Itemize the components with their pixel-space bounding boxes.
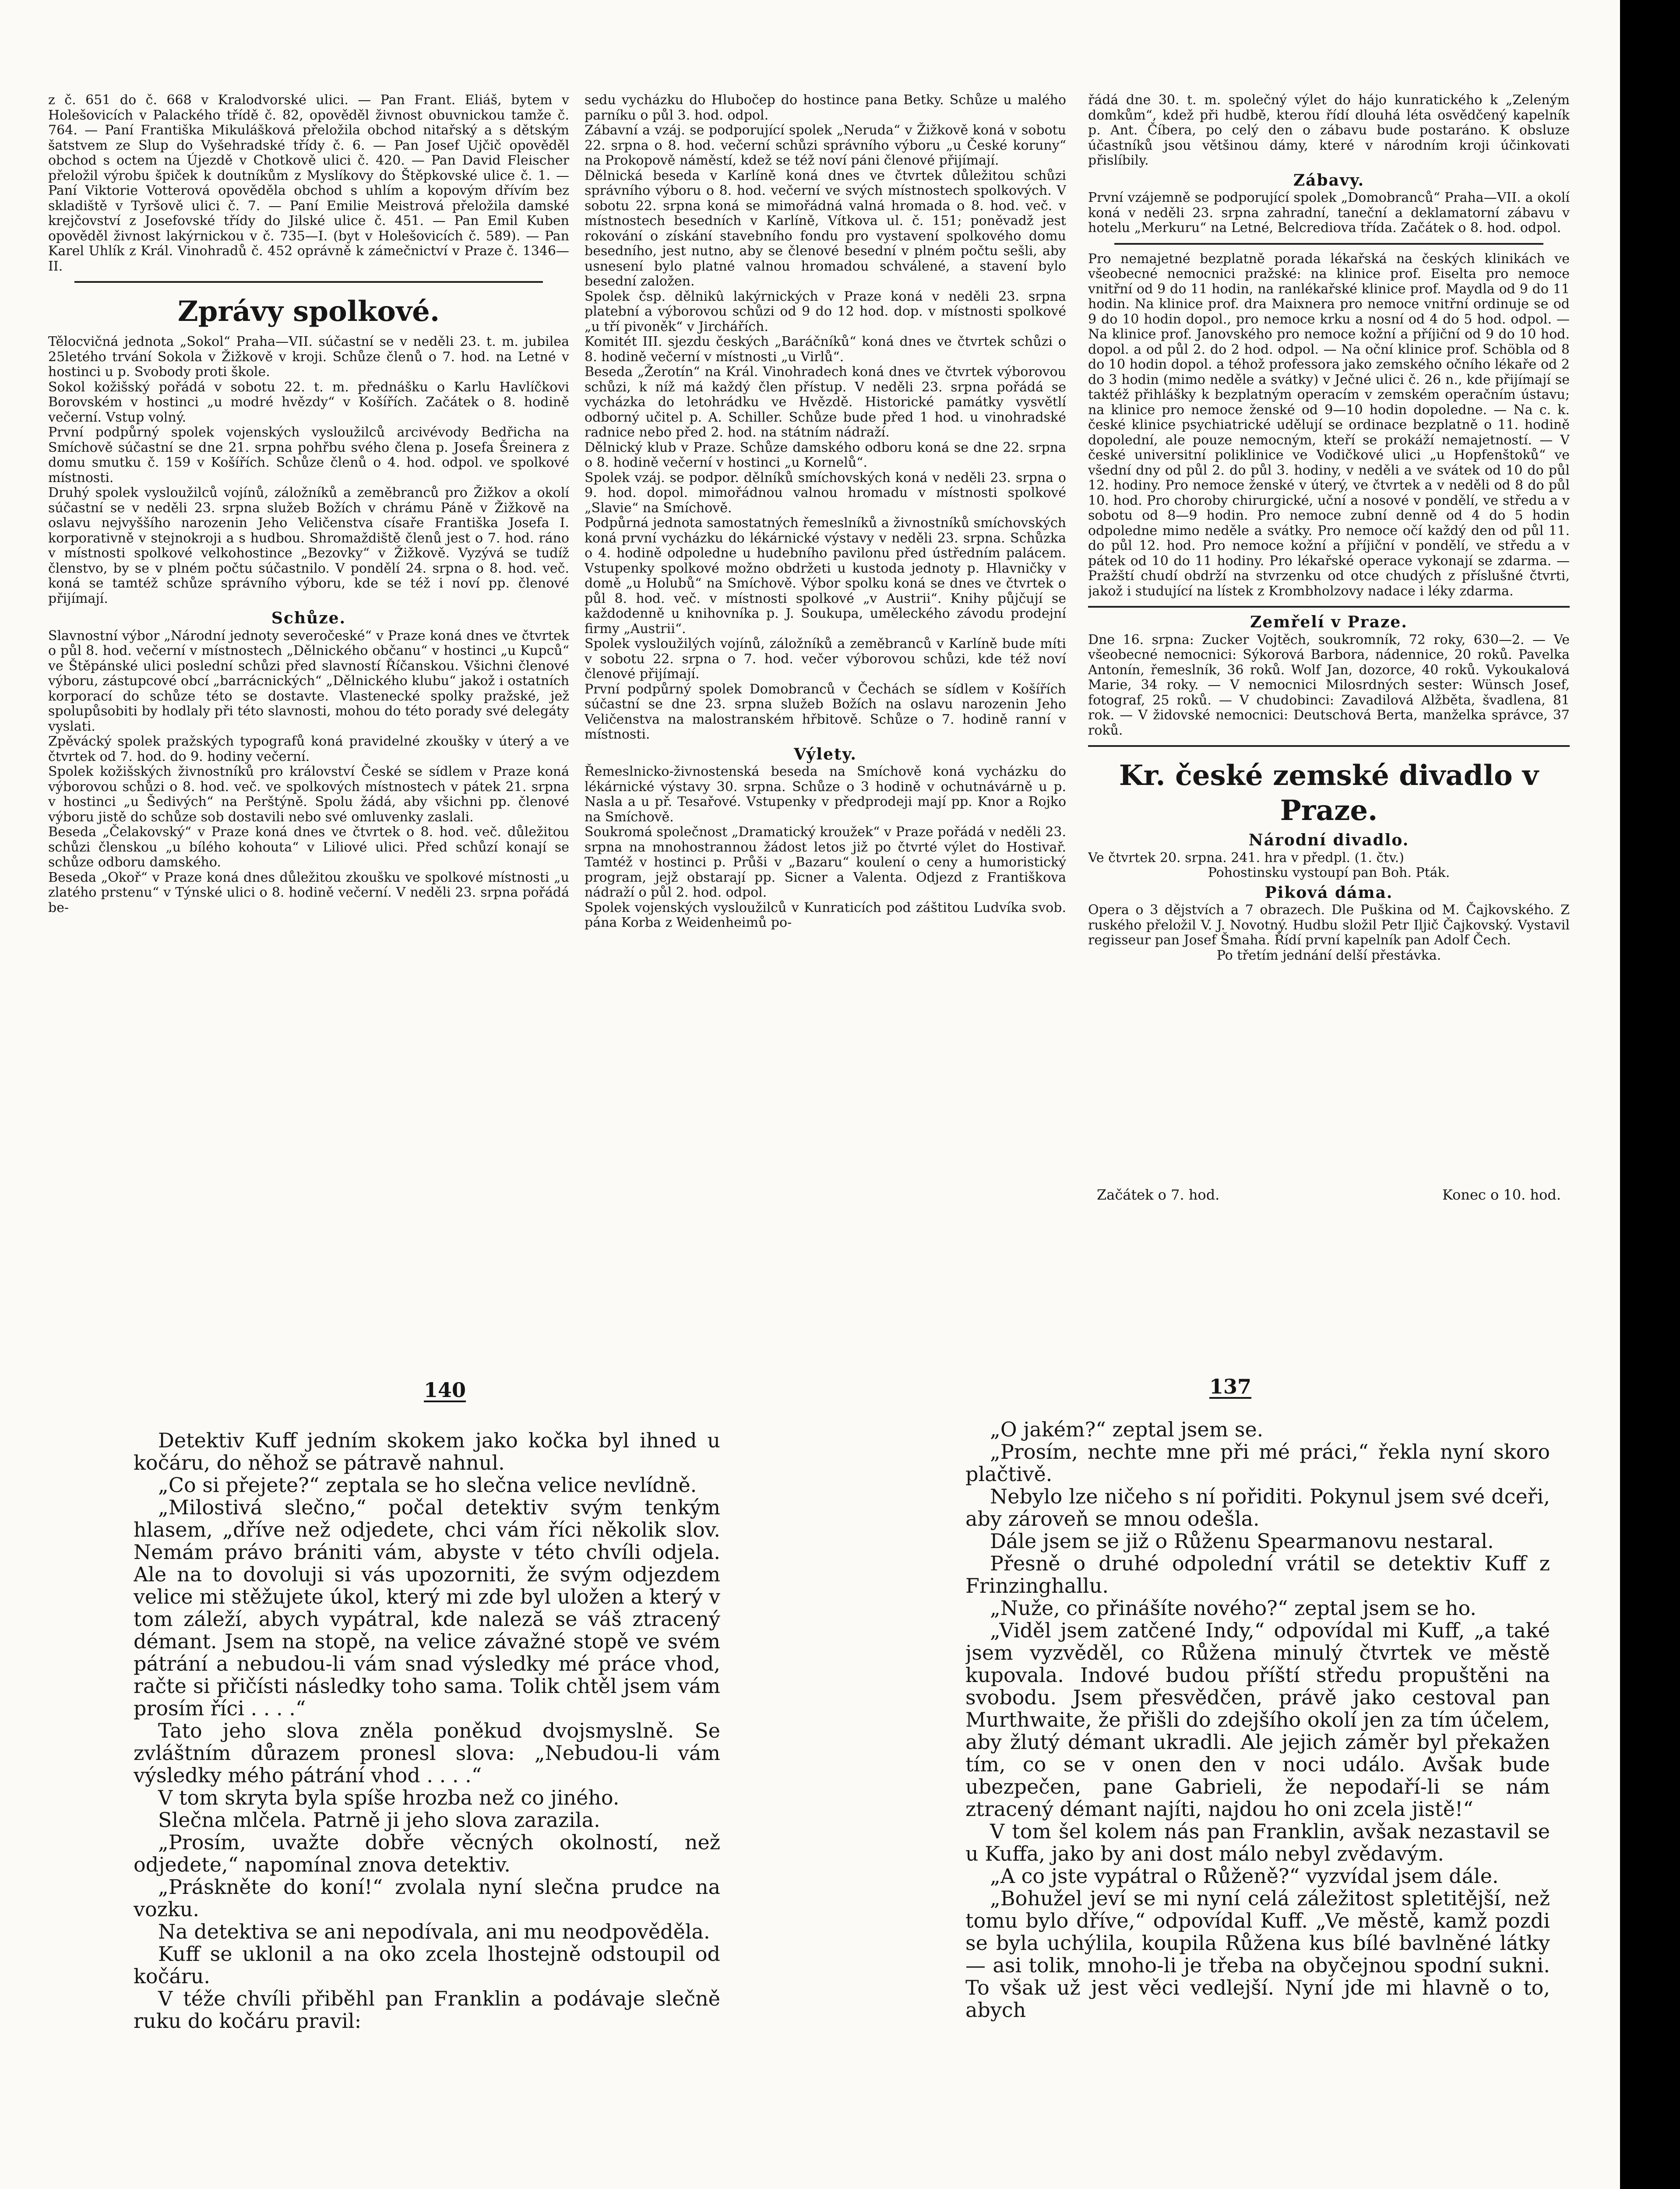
notice-paragraph: Dělnická beseda v Karlíně koná dnes ve čtvrtek důležitou schůzi správního výboru o 8. hod. večerní ve svých místnostech spolkových. V sobotu 22. srpna koná se mimořádná valná hromada o 8. hod. več. v místnostech besedních v Karlíně, Vítkova ul. č. 151; poněvadž jest rokování o získání stavebního fondu pro vystavení spolkového domu besedního, jest nutno, aby se členové besední v plném počtu sešli, aby usnesení bylo platné valnou hromadou schválené, a stavení bylo besední založen. [585, 168, 1066, 289]
story-paragraph: Dále jsem se již o Růženu Spearmanovu nestaral. [990, 1529, 1494, 1553]
notice-paragraph: První podpůrný spolek vojenských vysloužilců arcivévody Bedřicha na Smíchově súčastní se dne 21. srpna pohřbu svého člena p. Josefa Šreinera z domu smutku č. 159 v Košířích. Schůze členů o 4. hod. odpol. ve spolkové místnosti. [48, 425, 569, 486]
newspaper-column-2 [585, 93, 1066, 1220]
newspaper-column-3 [1088, 93, 1570, 1174]
theatre-start: Začátek o 7. hod. [1097, 1186, 1220, 1203]
story-paragraph: „Prosím, uvažte dobře věcných okolností, než odjedete,“ napomínal znova detektiv. [134, 1830, 720, 1876]
page-number-right: 137 [1209, 1375, 1252, 1398]
story-paragraph: „Milostivá slečno,“ počal detektiv svým tenkým hlasem, „dříve než odjedete, chci vám říci několik slov. Nemám právo brániti vám, abyste v této chvíli odjela. Ale na to dovoluji si vás upozorniti, že svým odjezdem velice mi stěžujete úkol, který mi zde byl uložen a který v tom záleží, abych vypátral, kde naleză se váš ztracený démant. Jsem na stopě, na velice závažné stopě ve svém pátrání a nebudou-li vám snad výsledky mé práce vhod, račte si přičísti následky toho sama. Tolik chtěl jsem vám prosím říci . . . .“ [134, 1496, 720, 1720]
notice-paragraph: Beseda „Okoř“ v Praze koná dnes důležitou zkoušku ve spolkové místnosti „u zlatého prstenu“ v Týnské ulici o 8. hodině večerní. V neděli 23. srpna pořádá be- [48, 869, 569, 915]
story-paragraph: „O jakém?“ zeptal jsem se. [990, 1418, 1264, 1441]
story-paragraph: Slečna mlčela. Patrně ji jeho slova zarazila. [158, 1808, 600, 1832]
scan-dark-edge [1620, 0, 1680, 2189]
notice-paragraph: Slavnostní výbor „Národní jednoty severočeské“ v Praze koná dnes ve čtvrtek o půl 8. hod. večerní v místnostech „Dělnického občanu“ v hostinci „u Kupců“ ve Štěpánské ulici poslední schůzi před slavností Říčanskou. Všichni členové výboru, zástupcové obcí „barrácnických“ „Dělnického klubu“ jakož i ostatních korporací do schůze této se dostavte. Vlastenecké spolky pražské, jež spolupůsobiti by hodlaly při této slavnosti, mohou do této porady své delegáty vyslati. [48, 628, 569, 734]
page-number-left: 140 [424, 1378, 466, 1402]
column-divider [74, 281, 543, 283]
story-paragraph: Na detektiva se ani nepodívala, ani mu neodpověděla. [158, 1920, 710, 1943]
notice-paragraph: Spolek čsp. dělnikû lakýrnických v Praze koná v neděli 23. srpna platební a výborovou schůzi od 9 do 12 hod. dop. v místnosti spolkové „u tří pivoněk“ v Jirchářích. [585, 289, 1066, 334]
story-paragraph: „A co jste vypátral o Růženě?“ vyzvídal jsem dále. [990, 1864, 1499, 1888]
section-heading: Národní divadlo. [1248, 831, 1409, 849]
notice-paragraph: Dělnický klub v Praze. Schůze damského odboru koná se dne 22. srpna o 8. hodině večerní v hostinci „u Kornelů“. [585, 440, 1066, 470]
centered-note: Pohostinsku vystoupí pan Boh. Pták. [1208, 865, 1450, 880]
story-page-right [965, 1418, 1550, 2189]
section-heading: Zábavy. [1293, 171, 1365, 190]
theatre-end: Konec o 10. hod. [1442, 1186, 1561, 1203]
notice-paragraph: První vzájemně se podporující spolek „Domobranců“ Praha—VII. a okolí koná v neděli 23. srpna zahradní, taneční a deklamatorní zábavu v hotelu „Merkuru“ na Letné, Belcrediova třída. Začátek o 8. hod. odpol. [1088, 190, 1570, 236]
section-heading: Piková dáma. [1264, 883, 1393, 902]
story-paragraph: „Prosím, nechte mne při mé práci,“ řekla nyní skoro plačtivě. [965, 1440, 1550, 1486]
story-page-left [134, 1429, 720, 2189]
notice-paragraph: Spolek vojenských vysloužilců v Kunraticích pod záštitou Ludvíka svob. pána Korba z Weidenheimů po- [585, 900, 1066, 930]
newspaper-column-1 [48, 93, 569, 1220]
notice-paragraph: sedu vycházku do Hlubočep do hostince pana Betky. Schůze u malého parníku o půl 3. hod. odpol. [585, 93, 1066, 123]
section-heading: Výlety. [794, 745, 857, 764]
story-paragraph: Přesně o druhé odpolední vrátil se detektiv Kuff z Frinzinghallu. [965, 1552, 1550, 1598]
column-divider [1088, 606, 1570, 608]
story-paragraph: „Bohužel jeví se mi nyní celá záležitost spletitější, než tomu bylo dříve,“ odpovídal Kuff. „Ve městě, kamž pozdi se byla uchýlila, koupila Růžena kus bílé bavlněné látky — asi tolik, mnoho-li je třeba na obyčejnou spodní sukni. To však už jest věci vedlejší. Nyní jde mi hlavně o to, abych [965, 1886, 1550, 2022]
notice-paragraph: Ve čtvrtek 20. srpna. 241. hra v předpl. (1. čtv.) [1088, 850, 1404, 866]
story-paragraph: V tom šel kolem nás pan Franklin, avšak nezastavil se u Kuffa, jako by ani dost málo nebyl zvědavým. [965, 1819, 1550, 1865]
notice-paragraph: z č. 651 do č. 668 v Kralodvorské ulici. — Pan Frant. Eliáš, bytem v Holešovicích v Palackého třídě č. 82, opověděl živnost obuvnickou tamže č. 764. — Paní Františka Mikulášková přeložila obchod nitařský a s dětským šatstvem ze Slup do Vyšehradské třídy č. 6. — Pan Josef Ujčič opověděl obchod s octem na Újezdě v Chotkově ulici č. 420. — Pan David Fleischer přeložil výrobu špiček k doutníkům z Myslíkovy do Štěpkovské ulice č. 1. — Paní Viktorie Votterová opověděla obchod s uhlím a kopovým dřívím bez skladiště v Tyršově ulici č. 7. — Paní Emilie Meistrová přeložila damské krejčovství z Josefovské třídy do Jilské ulice č. 451. — Pan Emil Kuben opověděl živnost lakýrnickou v č. 735—I. (byt v Holešovicích č. 589). — Pan Karel Uhlík z Král. Vinohradů č. 452 oprávně k zámečnictví v Praze č. 1346—II. [48, 93, 569, 274]
notice-paragraph: První podpůrný spolek Domobranců v Čechách se sídlem v Košířích súčastní se dne 23. srpna služeb Božích na oslavu narozenin Jeho Veličenstva na malostranském hřbitově. Schůze o 7. hodině ranní v místnosti. [585, 681, 1066, 742]
notice-paragraph: řádá dne 30. t. m. společný výlet do hájo kunratického k „Zeleným domkům“, kdež při hudbě, kterou řídí dlouhá léta osvědčený kapelník p. Ant. Číbera, po celý den o zábavu bude postaráno. K obsluze účastníků jsou většinou dámy, které v národním kroji účinkovati přislíbily. [1088, 93, 1570, 168]
notice-paragraph: Soukromá společnost „Dramatický kroužek“ v Praze pořádá v neděli 23. srpna na mnohostrannou žádost letos již po čtvrté výlet do Hostivař. Tamtéž v hostinci p. Průši v „Bazaru“ koulení o ceny a humoristický program, jejž obstarají pp. Sicner a Valenta. Odjezd z Františkova nádraží o půl 2. hod. odpol. [585, 824, 1066, 900]
story-paragraph: Tato jeho slova zněla poněkud dvojsmyslně. Se zvláštním důrazem pronesl slova: „Nebudou-li vám výsledky mého pátrání vhod . . . .“ [134, 1719, 720, 1787]
notice-paragraph: Podpůrná jednota samostatných řemeslníků a živnostníků smíchovských koná první vycházku do lékárnické výstavy v neděli 23. srpna. Schůzka o 4. hodině odpoledne u hudebního pavilonu před ústředním palácem. Vstupenky spolkové možno obdržeti u kustoda jednoty p. Hlavničky v domě „u Holubů“ na Smíchově. Výbor spolku koná se dnes ve čtvrtek o půl 8. hod. več. v místnosti spolkové „v Austrii“. Knihy půjčují se každodenně u knihovníka p. J. Soukupa, uměleckého závodu prodejní firmy „Austrii“. [585, 515, 1066, 637]
story-paragraph: Nebylo lze ničeho s ní pořiditi. Pokynul jsem své dceři, aby zároveň se mnou odešla. [965, 1485, 1550, 1531]
notice-paragraph: Dne 16. srpna: Zucker Vojtěch, soukromník, 72 roky, 630—2. — Ve všeobecné nemocnici: Sýkorová Barbora, nádennice, 20 roků. Pavelka Antonín, řemeslník, 36 roků. Wolf Jan, dozorce, 40 roků. Vykoukalová Marie, 34 roky. — V nemocnici Milosrdných sester: Wünsch Josef, fotograf, 25 roků. — V chudobinci: Zavadilová Alžběta, švadlena, 81 rok. — V židovské nemocnici: Deutschová Berta, manželka správce, 37 roků. [1088, 632, 1570, 738]
notice-paragraph: Opera o 3 dějstvích a 7 obrazech. Dle Puškina od M. Čajkovského. Z ruského přeložil V. J. Novotný. Hudbu složil Petr Iljič Čajkovský. Vystavil regisseur pan Josef Šmaha. Řídí první kapelník pan Adolf Čech. [1088, 902, 1570, 948]
column-divider [1088, 745, 1570, 747]
notice-paragraph: Beseda „Žerotín“ na Král. Vinohradech koná dnes ve čtvrtek výborovou schůzi, k níž má každý člen přístup. V neděli 23. srpna pořádá se vycházka do letohrádku ve Hvězdě. Historické památky vysvětlí odborný učitel p. A. Schiller. Schůze bude před 1 hod. u vinohradské radnice nebo před 2. hod. na státním nádraží. [585, 364, 1066, 440]
section-heading: Schůze. [271, 609, 346, 627]
notice-paragraph: Zpěvácký spolek pražských typografů koná pravidelné zkoušky v úterý a ve čtvrtek od 7. hod. do 9. hodiny večerní. [48, 734, 569, 764]
story-paragraph: Kuff se uklonil a na oko zcela lhostejně odstoupil od kočáru. [134, 1942, 720, 1988]
column-divider [1114, 243, 1543, 245]
story-paragraph: „Viděl jsem zatčené Indy,“ odpovídal mi Kuff, „a také jsem vyzvěděl, co Růžena minulý čtvrtek ve městě kupovala. Indové budou příští středu propuštěni na svobodu. Jsem přesvědčen, právě jako cestoval pan Murthwaite, že přišli do zdejšího okolí jen za tím účelem, aby žlutý démant ukradli. Ale jejich záměr byl překažen tím, co se v onen den v noci událo. Avšak bude ubezpečen, pane Gabrieli, že nepodaří-li se nám ztracený démant najíti, najdou ho oni zcela jistě!“ [965, 1619, 1550, 1821]
notice-paragraph: Spolek vzáj. se podpor. dělníků smíchovských koná v neděli 23. srpna o 9. hod. dopol. mimořádnou valnou hromadu v místnosti spolkové „Slavie“ na Smíchově. [585, 470, 1066, 516]
story-paragraph: „Co si přejete?“ zeptala se ho slečna velice nevlídně. [158, 1473, 697, 1497]
theatre-heading: Kr. české zemské divadlo v Praze. [1119, 759, 1539, 827]
section-title: Zprávy spolkové. [177, 295, 440, 328]
notice-paragraph: Řemeslnicko-živnostenská beseda na Smíchově koná vycházku do lékárnické výstavy 30. srpna. Schůze o 3 hodině v ochutnávárně u p. Nasla a u př. Tesařové. Vstupenky v předprodeji mají pp. Knor a Rojko na Smíchově. [585, 764, 1066, 825]
notice-paragraph: Komitét III. sjezdu českých „Baráčníků“ koná dnes ve čtvrtek schůzi o 8. hodině večerní v místnosti „u Virlů“. [585, 334, 1066, 365]
notice-paragraph: Beseda „Čelakovský“ v Praze koná dnes ve čtvrtek o 8. hod. več. důležitou schůzi členskou „u bílého kohouta“ v Liliové ulici. Před schůzí konají se schůze odboru damského. [48, 824, 569, 870]
story-paragraph: „Nuže, co přinášíte nového?“ zeptal jsem se ho. [990, 1596, 1477, 1620]
notice-paragraph: Spolek vysloužilých vojínů, záložníků a zeměbranců v Karlíně bude míti v sobotu 22. srpna o 7. hod. večer výborovou schůzi, kde též noví členové přijímají. [585, 636, 1066, 682]
notice-paragraph: Tělocvičná jednota „Sokol“ Praha—VII. súčastní se v neděli 23. t. m. jubilea 25letého trvání Sokola v Žižkově v kroji. Schůze členů o 7. hod. na Letné v hostinci u p. Svobody proti škole. [48, 334, 569, 380]
story-paragraph: „Práskněte do koní!“ zvolala nyní slečna prudce na vozku. [134, 1875, 720, 1921]
theatre-times [1097, 1186, 1561, 1203]
story-paragraph: Detektiv Kuff jedním skokem jako kočka byl ihned u kočáru, do něhož se pátravě nahnul. [134, 1429, 720, 1475]
centered-note: Po třetím jednání delší přestávka. [1216, 947, 1441, 963]
story-paragraph: V téže chvíli přiběhl pan Franklin a podávaje slečně ruku do kočáru pravil: [134, 1987, 720, 2033]
notice-paragraph: Spolek kožišských živnostníků pro království České se sídlem v Praze koná výborovou schůzi o 8. hod. več. ve spolkových místnostech v pátek 21. srpna v hostinci „u Šedivých“ na Perštýně. Spolu žádá, aby všichni pp. členové výboru jistě do schůze sob dostavili nebo své omluvenky zaslali. [48, 764, 569, 825]
story-paragraph: V tom skryta byla spíše hrozba než co jiného. [158, 1786, 620, 1809]
notice-paragraph: Druhý spolek vysloužilců vojínů, záložníků a zeměbranců pro Žižkov a okolí súčastní se v neděli 23. srpna služeb Božích v chrámu Páně v Žižkově na oslavu nejvyššího narozenin Jeho Veličenstva císaře Františka Josefa I. korporativně v stejnokroji a s hudbou. Shromaždiště členů jest o 7. hod. ráno v místnosti spolkové velkohostince „Bezovky“ v Žižkově. Vyzývá se tudíž členstvo, by se v plném počtu súčastnilo. V pondělí 24. srpna o 8. hod. več. koná se tamtéž schůze správního výboru, kde se též i noví pp. členové přijímají. [48, 485, 569, 606]
section-heading: Zemřelí v Praze. [1250, 613, 1408, 631]
notice-paragraph: Pro nemajetné bezplatně porada lékařská na českých klinikách ve všeobecné nemocnici pražské: na klinice prof. Eiselta pro nemoce vnitřní od 9 do 11 hodin, na ranlékařské klinice prof. Maydla od 9 do 11 hodin. Na klinice prof. dra Maixnera pro nemoce vnitřní ordinuje se od 9 do 10 hodin dopol., pro nemoce krku a nosní od 4 do 5 hod. odpol. — Na klinice prof. Janovského pro nemoce kožní a příjiční od 9 do 10 hod. dopol. a od půl 2. do 2 hod. odpol. — Na oční klinice prof. Schöbla od 8 do 10 hodin dopol. a téhož professora jako zemského očního lékaře od 2 do 3 hodin (mimo neděle a svátky) v Ječné ulici č. 26 n., kde přijímají se taktéž přihlášky k bezplatným operacím v zemském operačním ústavu; na klinice pro nemoce ženské od 9—10 hodin dopoledne. — Na c. k. české klinice psychiatrické udělují se ordinace bezplatně o 11. hodině dopolední, ale pouze nemocným, kteří se prokáží nemajetností. — V české universitní poliklinice ve Vodičkové ulici „u Hopfenštoků“ ve všední dny od půl 2. do půl 3. hodiny, v neděli a ve svátek od 10 do půl 12. hodiny. Pro nemoce ženské v úterý, ve čtvrtek a v neděli od 8 do půl 10. hod. Pro choroby chirurgické, uční a nosové v pondělí, ve středu a v sobotu od 8—9 hodin. Pro nemoce zubní denně od 4 do 5 hodin odpoledne mimo neděle a svátky. Pro nemoce očí každý den od půl 11. do půl 12. hod. Pro nemoce kožní a příjiční v pondělí, ve středu a v pátek od 10 do 11 hodiny. Pro lékařské operace vykonají se zdarma. — Pražští chudí obdrží na stvrzenku od otce chudých z příslušné čtvrti, jakož i studující na lístek z Krombholzovy nadace i léky zdarma. [1088, 251, 1570, 599]
notice-paragraph: Zábavní a vzáj. se podporující spolek „Neruda“ v Žižkově koná v sobotu 22. srpna o 8. hod. večerní schůzi správního výboru „u České koruny“ na Prokopově náměstí, kdež se též noví páni členové přijímají. [585, 123, 1066, 168]
notice-paragraph: Sokol kožišský pořádá v sobotu 22. t. m. přednášku o Karlu Havlíčkovi Borovském v hostinci „u modré hvězdy“ v Košířích. Začátek o 8. hodině večerní. Vstup volný. [48, 379, 569, 425]
